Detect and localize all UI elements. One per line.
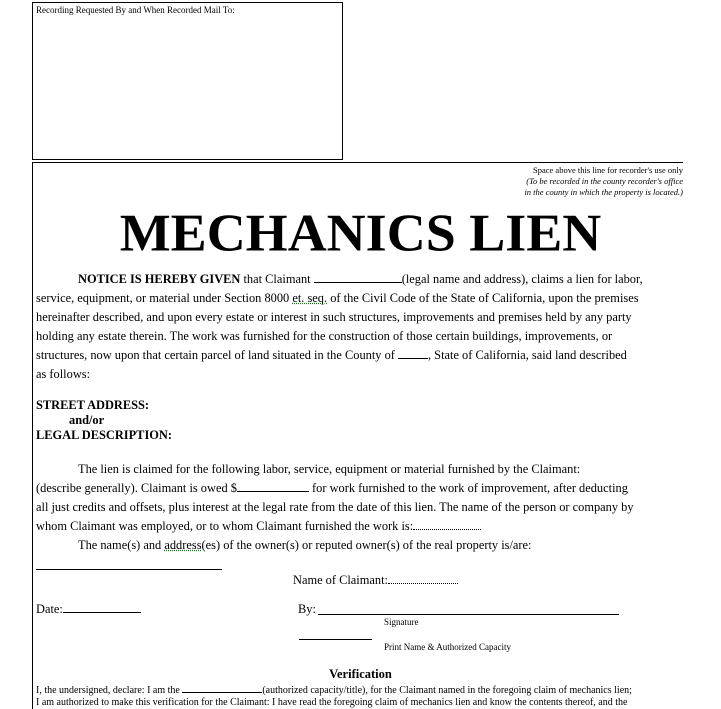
claimant-blank[interactable] (314, 270, 402, 283)
capacity-blank[interactable] (182, 682, 262, 693)
street-address-label: STREET ADDRESS: (36, 398, 150, 412)
lien-paragraph: The lien is claimed for the following labor, service, equipment or material furnished by the Claimant: (describe generally). Claimant is owed $ for work furnished to the work of improvement, after deducting all just credits and offsets, plus interest at the legal rate from the date of this lien. The name of the person or company by whom Claimant was employed, or to whom Claimant furnished the work is: The name(s) and address(es) of the owner(s) or reputed owner(s) of the real property is/are: (36, 462, 634, 552)
signature-caption: Signature (384, 617, 419, 627)
date-row: Date: (36, 600, 186, 619)
county-blank[interactable] (398, 346, 428, 359)
claimant-name-row: Name of Claimant: (293, 571, 553, 590)
recording-label: Recording Requested By and When Recorded Mail To: (36, 5, 235, 15)
and-or-label: and/or (69, 413, 105, 427)
signature-line[interactable] (318, 614, 619, 615)
by-label: By: (298, 602, 316, 616)
claimant-name-blank[interactable] (388, 571, 458, 584)
employer-blank[interactable] (413, 517, 481, 530)
document-title: MECHANICS LIEN (119, 203, 602, 263)
print-name-line[interactable] (299, 639, 372, 640)
recorder-note-3: in the county in which the property is located.) (524, 187, 683, 197)
owner-line[interactable] (36, 569, 222, 570)
address-block (36, 398, 686, 443)
amount-blank[interactable] (237, 479, 309, 492)
recorder-note-2: (To be recorded in the county recorder's office (526, 176, 683, 186)
recorder-divider (32, 162, 683, 163)
legal-description-label: LEGAL DESCRIPTION: (36, 428, 172, 442)
print-name-caption: Print Name & Authorized Capacity (384, 642, 511, 652)
notice-lead: NOTICE IS HEREBY GIVEN (78, 272, 241, 286)
recording-box (32, 2, 343, 160)
recorder-note-1: Space above this line for recorder's use only (533, 165, 683, 175)
verification-text: I, the undersigned, declare: I am the (authorized capacity/title), for the Claimant named in the foregoing claim of mechanics lien; I am authorized to make this verification for the Claimant: I have read the foregoing claim of mechanics lien and know the contents thereof, and the (36, 682, 686, 709)
verification-heading: Verification (329, 667, 392, 681)
notice-paragraph: NOTICE IS HEREBY GIVEN that Claimant (legal name and address), claims a lien for labor, service, equipment, or material under Section 8000 et. seq. of the Civil Code of the State of California, upon the premises hereinafter described, and upon every estate or interest in such structures, improvements and premises held by any party holding any estate therein. The work was furnished for the construction of those certain buildings, improvements, or structures, now upon that certain parcel of land situated in the County of , State of California, said land described as follows: (36, 272, 643, 381)
date-blank[interactable] (63, 600, 141, 613)
